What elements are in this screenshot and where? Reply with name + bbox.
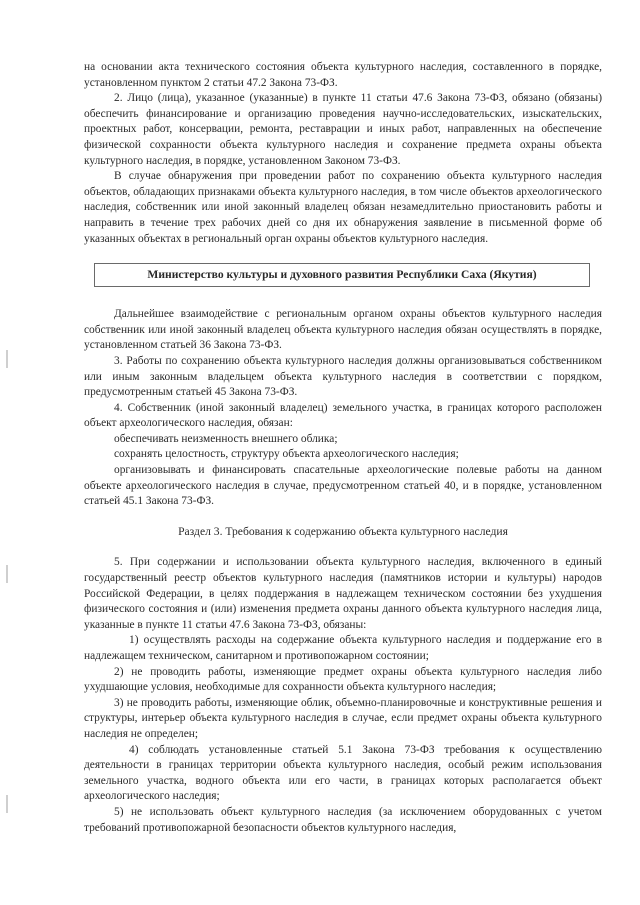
paragraph: 2. Лицо (лица), указанное (указанные) в пункте 11 статьи 47.6 Закона 73-ФЗ, обязано (обязаны) обеспечить финансирование и организацию проведения научно-исследовательских, изыскательских, проектных работ, консервации, ремонта, реставрации и иных работ, направленных на обеспечение физической сохранности объекта культурного наследия и сохранение предмета охраны объекта культурного наследия, в порядке, установленном Законом 73-ФЗ. (84, 92, 602, 167)
document-page (84, 60, 602, 836)
list-item: 3) не проводить работы, изменяющие облик, объемно-планировочные и конструктивные решения и структуры, интерьер объекта культурного наследия в случае, если предмет охраны объекта культурного наследия не определен; (84, 696, 602, 740)
scan-edge-mark (6, 565, 8, 583)
paragraph: сохранять целостность, структуру объекта археологического наследия; (114, 448, 459, 461)
list-item: 2) не проводить работы, изменяющие предмет охраны объекта культурного наследия либо ухудшающие условия, необходимые для сохранности объекта культурного наследия; (84, 665, 602, 694)
section-heading: Раздел 3. Требования к содержанию объекта культурного наследия (178, 524, 508, 538)
scan-edge-mark (6, 795, 8, 813)
paragraph: 4. Собственник (иной законный владелец) земельного участка, в границах которого расположен объект археологического наследия, обязан: (84, 401, 602, 430)
paragraph: 5. При содержании и использовании объекта культурного наследия, включенного в единый государственный реестр объектов культурного наследия (памятников истории и культуры) народов Российской Федерации, в целях поддержания в надлежащем техническом состоянии без ухудшения физического состояния и (или) изменения предмета охраны данного объекта культурного наследия лица, указанные в пункте 11 статьи 47.6 Закона 73-ФЗ, обязаны: (84, 556, 602, 631)
list-item: 4) соблюдать установленные статьей 5.1 Закона 73-ФЗ требования к осуществлению деятельности в границах территории объекта культурного наследия, особый режим использования земельного участка, водного объекта или его части, в границах которых располагается объект археологического наследия; (84, 743, 602, 803)
ministry-stamp (94, 263, 590, 287)
paragraph: В случае обнаружения при проведении работ по сохранению объекта культурного наследия объектов, обладающих признаками объекта культурного наследия, в том числе объектов археологического наследия, собственник или иной законный владелец обязан незамедлительно приостановить работы и направить в течение трех рабочих дней со дня их обнаружения заявление в письменной форме об указанных объектах в региональный орган охраны объектов культурного наследия. (84, 170, 602, 245)
paragraph: организовывать и финансировать спасательные археологические полевые работы на данном объекте археологического наследия в случае, предусмотренном статьей 40, и в порядке, установленном статьей 45.1 Закона 73-ФЗ. (84, 464, 602, 508)
ministry-stamp-text: Министерство культуры и духовного развития Республики Саха (Якутия) (147, 268, 537, 282)
list-item: 1) осуществлять расходы на содержание объекта культурного наследия и поддержание его в надлежащем техническом, санитарном и противопожарном состоянии; (84, 634, 602, 662)
paragraph: 3. Работы по сохранению объекта культурного наследия должны организовываться собственником или иным законным владельцем объекта культурного наследия в соответствии с порядком, предусмотренным статьей 45 Закона 73-ФЗ. (84, 354, 602, 399)
paragraph: обеспечивать неизменность внешнего облика; (114, 432, 338, 445)
paragraph: на основании акта технического состояния объекта культурного наследия, составленного в порядке, установленном пунктом 2 статьи 47.2 Закона 73-ФЗ. (84, 61, 602, 89)
list-item: 5) не использовать объект культурного наследия (за исключением оборудованных с учетом требований противопожарной безопасности объектов культурного наследия, (84, 805, 602, 834)
scan-edge-mark (6, 350, 8, 368)
paragraph: Дальнейшее взаимодействие с региональным органом охраны объектов культурного наследия собственник или иной законный владелец объекта культурного наследия обязан осуществлять в порядке, установленном статьей 36 Закона 73-ФЗ. (84, 308, 602, 352)
